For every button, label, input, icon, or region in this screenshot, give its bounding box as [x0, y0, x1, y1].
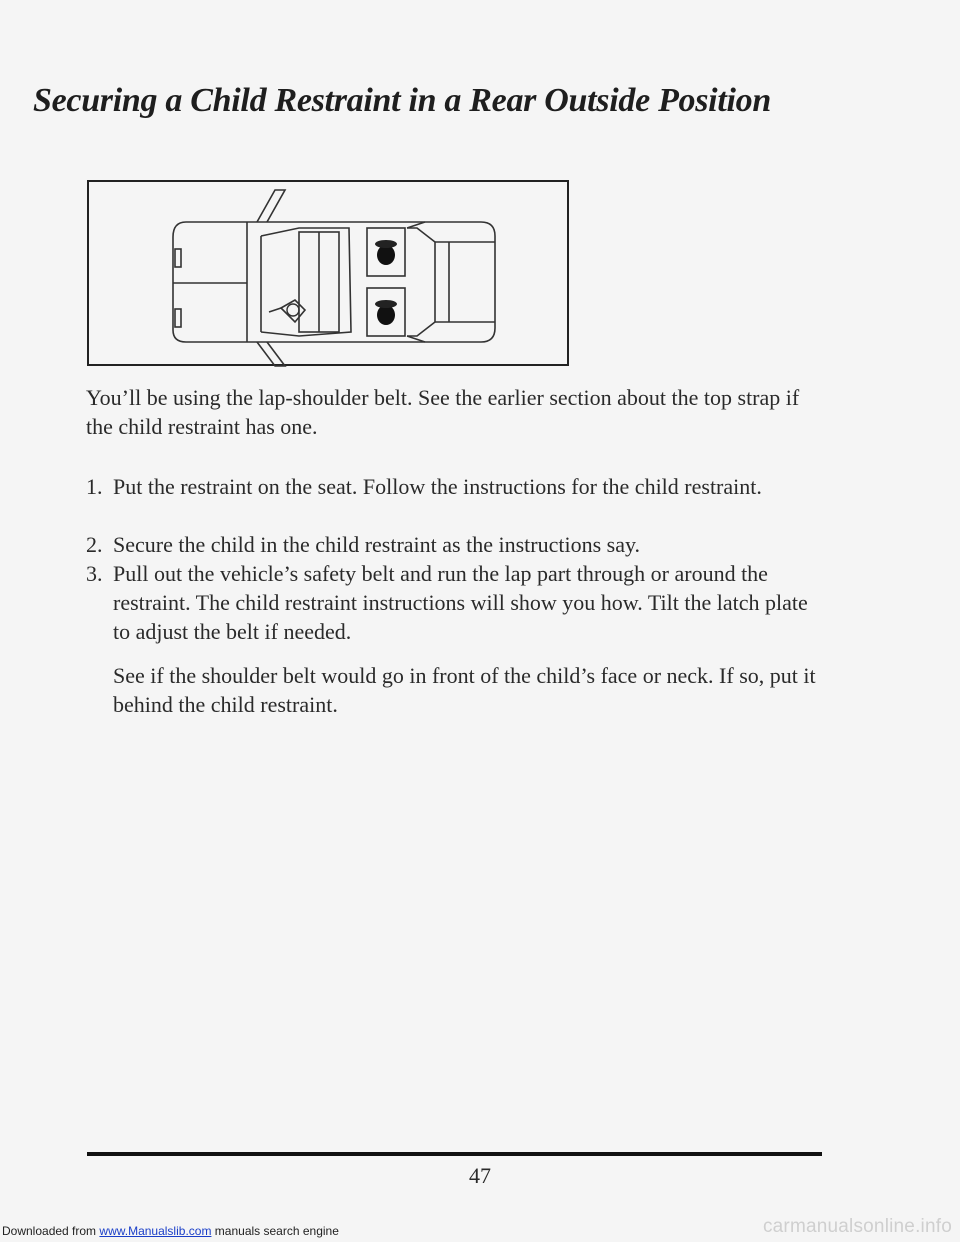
manualslib-link[interactable]: www.Manualslib.com [99, 1224, 212, 1238]
instruction-step-3 [86, 559, 826, 646]
step-number: 1. [86, 474, 103, 499]
shoulder-belt-note: See if the shoulder belt would go in front of the child’s face or neck. If so, put it behind the child restraint. [113, 663, 816, 717]
page-title: Securing a Child Restraint in a Rear Outside Position [33, 82, 771, 119]
footer-rule [87, 1152, 822, 1156]
footer-suffix: manuals search engine [214, 1224, 339, 1238]
step-text: Pull out the vehicle’s safety belt and run the lap part through or around the restraint. The child restraint instructions will show you how. Tilt the latch plate to adjust the belt if needed. [113, 561, 808, 644]
instruction-step-1 [86, 472, 826, 501]
intro-paragraph: You’ll be using the lap-shoulder belt. See the earlier section about the top strap if the child restraint has one. [86, 385, 800, 439]
car-body-outline [173, 222, 495, 342]
step-text: Put the restraint on the seat. Follow the instructions for the child restraint. [113, 474, 762, 499]
site-watermark: carmanualsonline.info [762, 1216, 952, 1237]
step-number: 3. [86, 561, 103, 586]
download-footer [2, 1224, 339, 1238]
step-text: Secure the child in the child restraint as the instructions say. [113, 532, 641, 557]
step-number: 2. [86, 532, 103, 557]
car-top-view-diagram-icon [89, 182, 571, 368]
footer-prefix: Downloaded from [2, 1224, 97, 1238]
page-number: 47 [469, 1163, 491, 1188]
car-diagram-figure [87, 180, 569, 366]
instruction-step-2 [86, 530, 826, 559]
